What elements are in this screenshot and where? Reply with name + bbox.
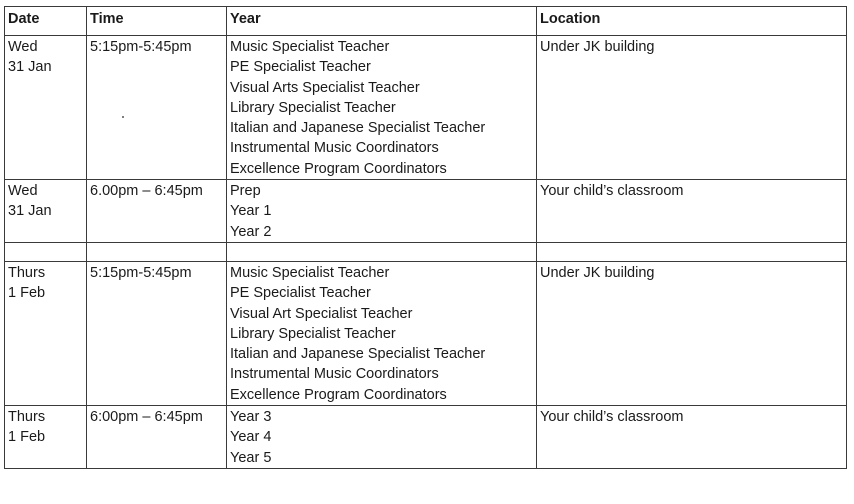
table-row xyxy=(5,180,847,243)
year-line: PE Specialist Teacher xyxy=(230,59,371,76)
date-cell xyxy=(5,406,87,469)
date-num: 1 Feb xyxy=(8,429,46,446)
year-line: Italian and Japanese Specialist Teacher xyxy=(230,120,486,137)
header-year: Year xyxy=(227,7,537,36)
header-row xyxy=(5,7,847,36)
time-cell: 6:00pm – 6:45pm xyxy=(87,406,227,469)
date-cell xyxy=(5,180,87,243)
year-line: Instrumental Music Coordinators xyxy=(230,366,439,383)
year-line: Music Specialist Teacher xyxy=(230,264,390,281)
table-row xyxy=(5,36,847,180)
empty-cell xyxy=(537,242,847,261)
year-line: Library Specialist Teacher xyxy=(230,99,396,116)
year-line: Year 5 xyxy=(230,449,272,466)
year-line: Excellence Program Coordinators xyxy=(230,160,447,177)
year-line: Year 1 xyxy=(230,203,272,220)
year-cell xyxy=(227,36,537,180)
date-day: Wed xyxy=(8,183,38,200)
header-location: Location xyxy=(537,7,847,36)
year-line: Excellence Program Coordinators xyxy=(230,386,447,403)
year-cell xyxy=(227,261,537,405)
table-row xyxy=(5,261,847,405)
year-line: Visual Art Specialist Teacher xyxy=(230,305,413,322)
empty-cell xyxy=(227,242,537,261)
year-line: Prep xyxy=(230,183,261,200)
spacer-row xyxy=(5,242,847,261)
date-num: 31 Jan xyxy=(8,203,52,220)
empty-cell xyxy=(5,242,87,261)
year-line: PE Specialist Teacher xyxy=(230,285,371,302)
date-cell xyxy=(5,261,87,405)
year-line: Year 2 xyxy=(230,223,272,240)
time-cell: 5:15pm-5:45pm xyxy=(87,36,227,180)
date-day: Thurs xyxy=(8,264,46,281)
year-line: Italian and Japanese Specialist Teacher xyxy=(230,346,486,363)
header-time: Time xyxy=(87,7,227,36)
year-line: Year 3 xyxy=(230,409,272,426)
date-day: Thurs xyxy=(8,409,46,426)
year-cell xyxy=(227,406,537,469)
time-cell: 6.00pm – 6:45pm xyxy=(87,180,227,243)
date-num: 31 Jan xyxy=(8,59,52,76)
empty-cell xyxy=(87,242,227,261)
date-cell xyxy=(5,36,87,180)
time-cell: 5:15pm-5:45pm xyxy=(87,261,227,405)
year-line: Music Specialist Teacher xyxy=(230,39,390,55)
year-cell xyxy=(227,180,537,243)
table-row xyxy=(5,406,847,469)
year-line: Visual Arts Specialist Teacher xyxy=(230,79,420,96)
location-cell: Under JK building xyxy=(537,261,847,405)
date-day: Wed xyxy=(8,39,38,55)
header-date: Date xyxy=(5,7,87,36)
date-num: 1 Feb xyxy=(8,285,46,302)
schedule-table xyxy=(4,6,847,469)
location-cell: Your child’s classroom xyxy=(537,406,847,469)
year-line: Instrumental Music Coordinators xyxy=(230,140,439,157)
year-line: Year 4 xyxy=(230,429,272,446)
year-line: Library Specialist Teacher xyxy=(230,325,396,342)
location-cell: Your child’s classroom xyxy=(537,180,847,243)
location-cell: Under JK building xyxy=(537,36,847,180)
